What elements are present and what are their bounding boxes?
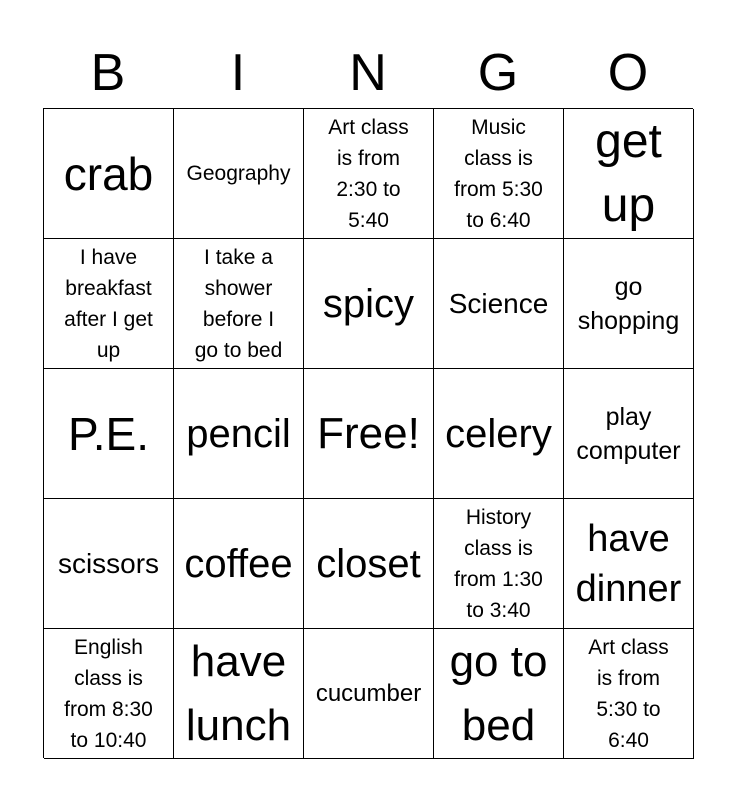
cell-text: History class is from 1:30 to 3:40 [454,505,543,622]
cell-text: coffee [184,541,293,586]
bingo-cell-r4-c1[interactable] [174,629,304,759]
bingo-cell-r2-c2[interactable] [304,369,434,499]
cell-text: closet [316,541,421,586]
cell-text: Art class is from 5:30 to 6:40 [588,635,669,752]
cell-text: Free! [317,408,420,458]
bingo-cell-r0-c1[interactable] [174,109,304,239]
bingo-cell-r1-c4[interactable] [564,239,694,369]
cell-text: pencil [186,411,291,456]
bingo-cell-r0-c2[interactable] [304,109,434,239]
header-letter-b: B [90,44,126,102]
bingo-cell-r3-c2[interactable] [304,499,434,629]
bingo-cell-r1-c3[interactable] [434,239,564,369]
bingo-cell-r2-c3[interactable] [434,369,564,499]
cell-text: spicy [322,281,415,326]
bingo-header [43,38,693,108]
bingo-cell-r3-c3[interactable] [434,499,564,629]
header-letter-g: G [477,44,519,102]
bingo-cell-r0-c4[interactable] [564,109,694,239]
cell-text: get up [595,114,662,232]
header-letter-n: N [349,44,387,102]
cell-text: I have breakfast after I get up [64,245,153,362]
bingo-cell-r4-c3[interactable] [434,629,564,759]
bingo-cell-r4-c2[interactable] [304,629,434,759]
cell-text: English class is from 8:30 to 10:40 [64,635,153,752]
cell-text: have dinner [575,517,682,610]
cell-text: P.E. [68,407,149,460]
cell-text: play computer [576,402,681,465]
cell-text: go to bed [449,636,548,750]
cell-text: Music class is from 5:30 to 6:40 [454,115,543,232]
cell-text: have lunch [185,636,292,750]
bingo-cell-r3-c4[interactable] [564,499,694,629]
cell-text: go shopping [577,272,680,335]
cell-text: crab [63,147,154,200]
bingo-cell-r0-c3[interactable] [434,109,564,239]
bingo-cell-r0-c0[interactable] [44,109,174,239]
bingo-cell-r1-c1[interactable] [174,239,304,369]
bingo-cell-r1-c0[interactable] [44,239,174,369]
bingo-cell-r3-c1[interactable] [174,499,304,629]
header-letter-i: I [230,44,246,102]
bingo-cell-r1-c2[interactable] [304,239,434,369]
bingo-cell-r3-c0[interactable] [44,499,174,629]
bingo-cell-r4-c4[interactable] [564,629,694,759]
cell-text: Science [448,287,549,319]
bingo-cell-r2-c4[interactable] [564,369,694,499]
cell-text: Geography [186,161,291,185]
cell-text: scissors [57,547,160,579]
cell-text: cucumber [315,679,422,707]
header-letter-o: O [607,44,649,102]
bingo-cell-r4-c0[interactable] [44,629,174,759]
cell-text: I take a shower before I go to bed [194,245,283,362]
bingo-cell-r2-c0[interactable] [44,369,174,499]
bingo-grid [43,108,693,758]
cell-text: Art class is from 2:30 to 5:40 [328,115,409,232]
cell-text: celery [445,411,552,456]
bingo-cell-r2-c1[interactable] [174,369,304,499]
